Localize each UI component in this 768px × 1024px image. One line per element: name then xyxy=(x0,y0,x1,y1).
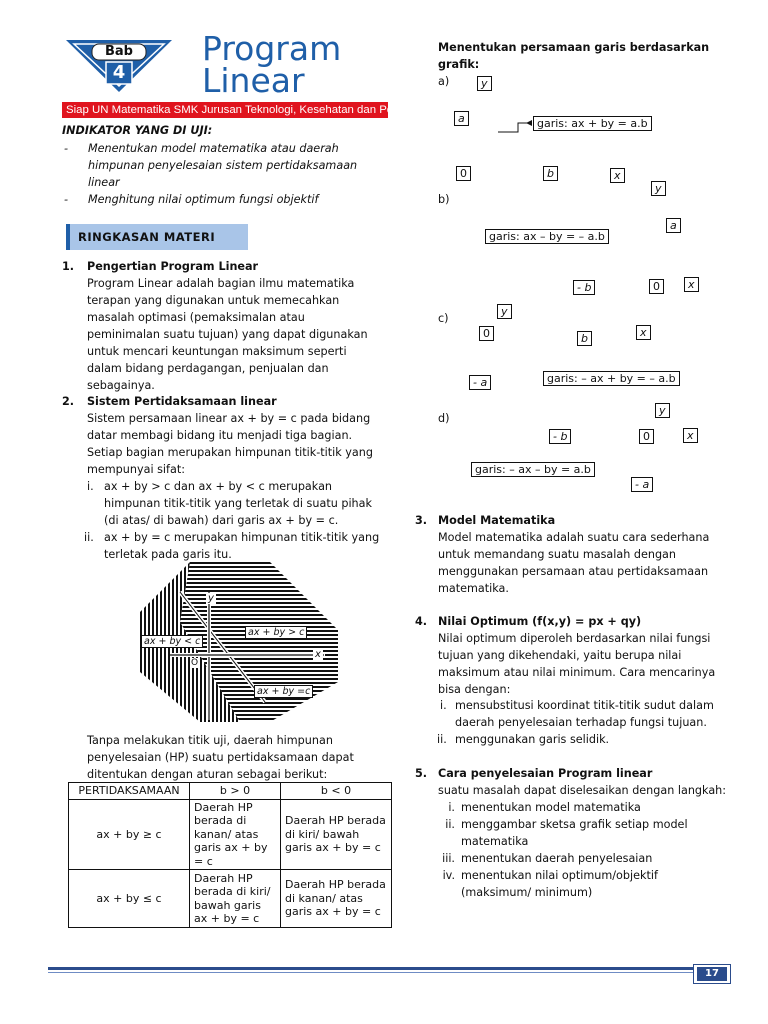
section-2-body xyxy=(87,410,387,478)
case-c-y: y xyxy=(497,304,512,319)
section-5-step-label: iv. xyxy=(442,869,455,882)
chapter-number: 4 xyxy=(112,62,126,83)
section-1-line: masalah optimasi (pemaksimalan atau xyxy=(87,311,305,324)
section-5-step xyxy=(425,799,735,816)
case-a-arrow-icon xyxy=(498,116,534,136)
table-cell: Daerah HP berada di kiri/ bawah garis ax + by = c xyxy=(190,870,281,928)
case-c-minus-a: - a xyxy=(469,375,491,390)
section-5-step-label: iii. xyxy=(442,852,455,865)
section-2-item-i-line: (di atas/ di bawah) dari garis ax + by = c. xyxy=(104,514,339,527)
section-1-title: Pengertian Program Linear xyxy=(87,260,259,273)
indikator-heading: INDIKATOR YANG DI UJI: xyxy=(62,124,213,137)
section-5-title: Cara penyelesaian Program linear xyxy=(438,767,653,780)
section-1-line: peminimalan suatu tujuan) yang dapat digunakan xyxy=(87,328,368,341)
graph-label-lt: ax + by < c xyxy=(141,635,203,648)
pertidaksamaan-table xyxy=(68,782,392,928)
case-c-origin: 0 xyxy=(479,326,494,341)
section-4-item-ii: menggunakan garis selidik. xyxy=(455,733,610,746)
section-2-title: Sistem Pertidaksamaan linear xyxy=(87,395,277,408)
section-2-item-i-line: himpunan titik-titik yang terletak di suatu pihak xyxy=(104,497,372,510)
case-c-label: c) xyxy=(438,312,449,325)
section-5-step xyxy=(425,867,735,884)
section-1-body xyxy=(87,275,387,394)
case-b-x: x xyxy=(684,277,699,292)
case-a-origin: 0 xyxy=(456,166,471,181)
case-b-garis: garis: ax – by = – a.b xyxy=(485,229,609,244)
ringkasan-heading xyxy=(66,224,248,250)
table-row xyxy=(69,870,392,928)
footer-rule xyxy=(48,967,693,970)
chapter-label: Bab xyxy=(105,44,133,59)
section-4-line: Nilai optimum diperoleh berdasarkan nilai fungsi xyxy=(438,632,711,645)
section-3-line: menggunakan persamaan atau pertidaksamaan xyxy=(438,565,709,578)
section-5-steps xyxy=(425,799,735,901)
ringkasan-heading-text: RINGKASAN MATERI xyxy=(78,230,216,244)
case-d-origin: 0 xyxy=(639,429,654,444)
case-d-minus-a: - a xyxy=(631,477,653,492)
section-1-number: 1. xyxy=(62,260,75,273)
subtitle-banner: Siap UN Matematika SMK Jurusan Teknologi, Kesehatan dan Pertanian xyxy=(62,102,388,118)
case-d-y: y xyxy=(655,403,670,418)
section-2-line: Sistem persamaan linear ax + by = c pada bidang xyxy=(87,412,371,425)
graph-label-gt: ax + by > c xyxy=(245,626,307,639)
section-5-step xyxy=(425,816,735,833)
section-5-step-text: menentukan daerah penyelesaian xyxy=(461,852,653,865)
case-b-minus-b: - b xyxy=(573,280,595,295)
chapter-title-line1: Program xyxy=(202,29,342,68)
section-3-line: matematika. xyxy=(438,582,509,595)
section-4-body xyxy=(438,630,738,698)
section-1-line: terapan yang digunakan untuk memecahkan xyxy=(87,294,340,307)
case-c-garis: garis: – ax + by = – a.b xyxy=(543,371,680,386)
table-cell: Daerah HP berada di kiri/ bawah garis ax + by = c xyxy=(281,799,392,870)
page-number-badge xyxy=(693,964,731,984)
chapter-title-line2: Linear xyxy=(202,61,305,100)
section-5-step xyxy=(425,884,735,901)
indikator-bullet-2: - xyxy=(64,193,69,206)
section-5-step-text: menentukan model matematika xyxy=(461,801,641,814)
case-a-garis: garis: ax + by = a.b xyxy=(533,116,652,131)
section-3-line: Model matematika adalah suatu cara sederhana xyxy=(438,531,710,544)
indikator-item-1-line: himpunan penyelesaian sistem pertidaksamaan xyxy=(88,159,358,172)
section-5-step-text: matematika xyxy=(461,835,529,848)
section-4-item-i-label: i. xyxy=(440,699,447,712)
section-2-item-ii xyxy=(104,529,389,563)
case-a-a: a xyxy=(454,111,469,126)
table-cell: Daerah HP berada di kanan/ atas garis ax + by = c xyxy=(190,799,281,870)
section-5-step-text: menentukan nilai optimum/objektif xyxy=(461,869,658,882)
section-2-number: 2. xyxy=(62,395,75,408)
case-b-y: y xyxy=(651,181,666,196)
section-5-step xyxy=(425,833,735,850)
section-2-line: Setiap bagian merupakan himpunan titik-titik yang xyxy=(87,446,373,459)
case-d-x: x xyxy=(683,428,698,443)
table-header-row xyxy=(69,783,392,800)
section-4-item-ii-label: ii. xyxy=(437,733,447,746)
table-header-cell: b > 0 xyxy=(190,783,281,800)
garis-heading xyxy=(438,39,738,73)
section-2-item-i xyxy=(104,478,389,529)
section-5-step xyxy=(425,850,735,867)
tanpa-uji-paragraph xyxy=(87,732,387,783)
case-d-minus-b: - b xyxy=(549,429,571,444)
case-a-x: x xyxy=(610,168,625,183)
section-2-item-ii-line: ax + by = c merupakan himpunan titik-titik yang xyxy=(104,531,380,544)
section-5-step-label xyxy=(425,833,461,850)
case-d-label: d) xyxy=(438,412,450,425)
section-5-intro: suatu masalah dapat diselesaikan dengan langkah: xyxy=(438,784,727,797)
table-cell: ax + by ≤ c xyxy=(69,870,190,928)
case-b-origin: 0 xyxy=(649,279,664,294)
case-a-b: b xyxy=(543,166,558,181)
graph-x-label: x xyxy=(315,649,321,660)
section-4-number: 4. xyxy=(415,615,428,628)
indikator-item-2: Menghitung nilai optimum fungsi objektif xyxy=(88,193,319,206)
section-4-title: Nilai Optimum (f(x,y) = px + qy) xyxy=(438,615,642,628)
table-cell: ax + by ≥ c xyxy=(69,799,190,870)
section-5-step-label: ii. xyxy=(445,818,455,831)
indikator-item-1-line: Menentukan model matematika atau daerah xyxy=(88,142,339,155)
section-2-item-ii-label: ii. xyxy=(84,531,94,544)
graph-y-label: y xyxy=(208,593,214,604)
section-5-number: 5. xyxy=(415,767,428,780)
graph-label-eq: ax + by =c xyxy=(254,685,313,698)
section-4-line: tujuan yang dikehendaki, yaitu berupa nilai xyxy=(438,649,682,662)
case-a-label: a) xyxy=(438,75,450,88)
section-2-item-i-line: ax + by > c dan ax + by < c merupakan xyxy=(104,480,333,493)
page-number: 17 xyxy=(697,967,727,981)
section-5-step-label xyxy=(425,884,461,901)
section-1-line: dalam bidang perdagangan, penjualan dan xyxy=(87,362,329,375)
section-1-line: untuk mencari keuntungan maksimum seperti xyxy=(87,345,347,358)
case-b-a: a xyxy=(666,218,681,233)
case-c-b: b xyxy=(577,331,592,346)
table-row xyxy=(69,799,392,870)
case-d-garis: garis: – ax – by = a.b xyxy=(471,462,595,477)
indikator-item-1-line: linear xyxy=(88,176,120,189)
graph-origin-label: O xyxy=(191,658,199,668)
section-4-line: bisa dengan: xyxy=(438,683,511,696)
section-2-item-i-label: i. xyxy=(87,480,94,493)
indikator-item-1 xyxy=(88,140,388,191)
table-cell: Daerah HP berada di kanan/ atas garis ax + by = c xyxy=(281,870,392,928)
section-3-number: 3. xyxy=(415,514,428,527)
section-3-title: Model Matematika xyxy=(438,514,556,527)
table-header-cell: PERTIDAKSAMAAN xyxy=(69,783,190,800)
tanpa-uji-line: penyelesaian (HP) suatu pertidaksamaan dapat xyxy=(87,751,354,764)
section-5-step-label: i. xyxy=(448,801,455,814)
section-2-item-ii-line: terletak pada garis itu. xyxy=(104,548,232,561)
section-1-line: sebagainya. xyxy=(87,379,155,392)
case-a-y: y xyxy=(477,76,492,91)
halfplane-graph xyxy=(140,562,338,722)
tanpa-uji-line: ditentukan dengan aturan sebagai berikut: xyxy=(87,768,328,781)
section-4-line: maksimum atau nilai minimum. Cara mencarinya xyxy=(438,666,716,679)
tanpa-uji-line: Tanpa melakukan titik uji, daerah himpunan xyxy=(87,734,333,747)
footer-rule-thin xyxy=(48,972,693,973)
section-5-step-text: (maksimum/ minimum) xyxy=(461,886,593,899)
section-2-line: datar membagi bidang itu menjadi tiga bagian. xyxy=(87,429,353,442)
section-3-line: untuk memandang suatu masalah dengan xyxy=(438,548,677,561)
chapter-badge xyxy=(64,36,174,96)
section-3-body xyxy=(438,529,738,597)
section-5-step-text: menggambar sketsa grafik setiap model xyxy=(461,818,688,831)
section-4-item-i-line: daerah penyelesaian terhadap fungsi tujuan. xyxy=(455,716,707,729)
garis-heading-line: grafik: xyxy=(438,58,480,71)
case-b-label: b) xyxy=(438,193,450,206)
case-c-x: x xyxy=(636,325,651,340)
indikator-bullet-1: - xyxy=(64,142,69,155)
section-2-line: mempunyai sifat: xyxy=(87,463,185,476)
garis-heading-line: Menentukan persamaan garis berdasarkan xyxy=(438,41,710,54)
table-header-cell: b < 0 xyxy=(281,783,392,800)
section-4-item-i-line: mensubstitusi koordinat titik-titik sudut dalam xyxy=(455,699,714,712)
section-4-item-i xyxy=(455,697,745,731)
section-1-line: Program Linear adalah bagian ilmu matematika xyxy=(87,277,355,290)
